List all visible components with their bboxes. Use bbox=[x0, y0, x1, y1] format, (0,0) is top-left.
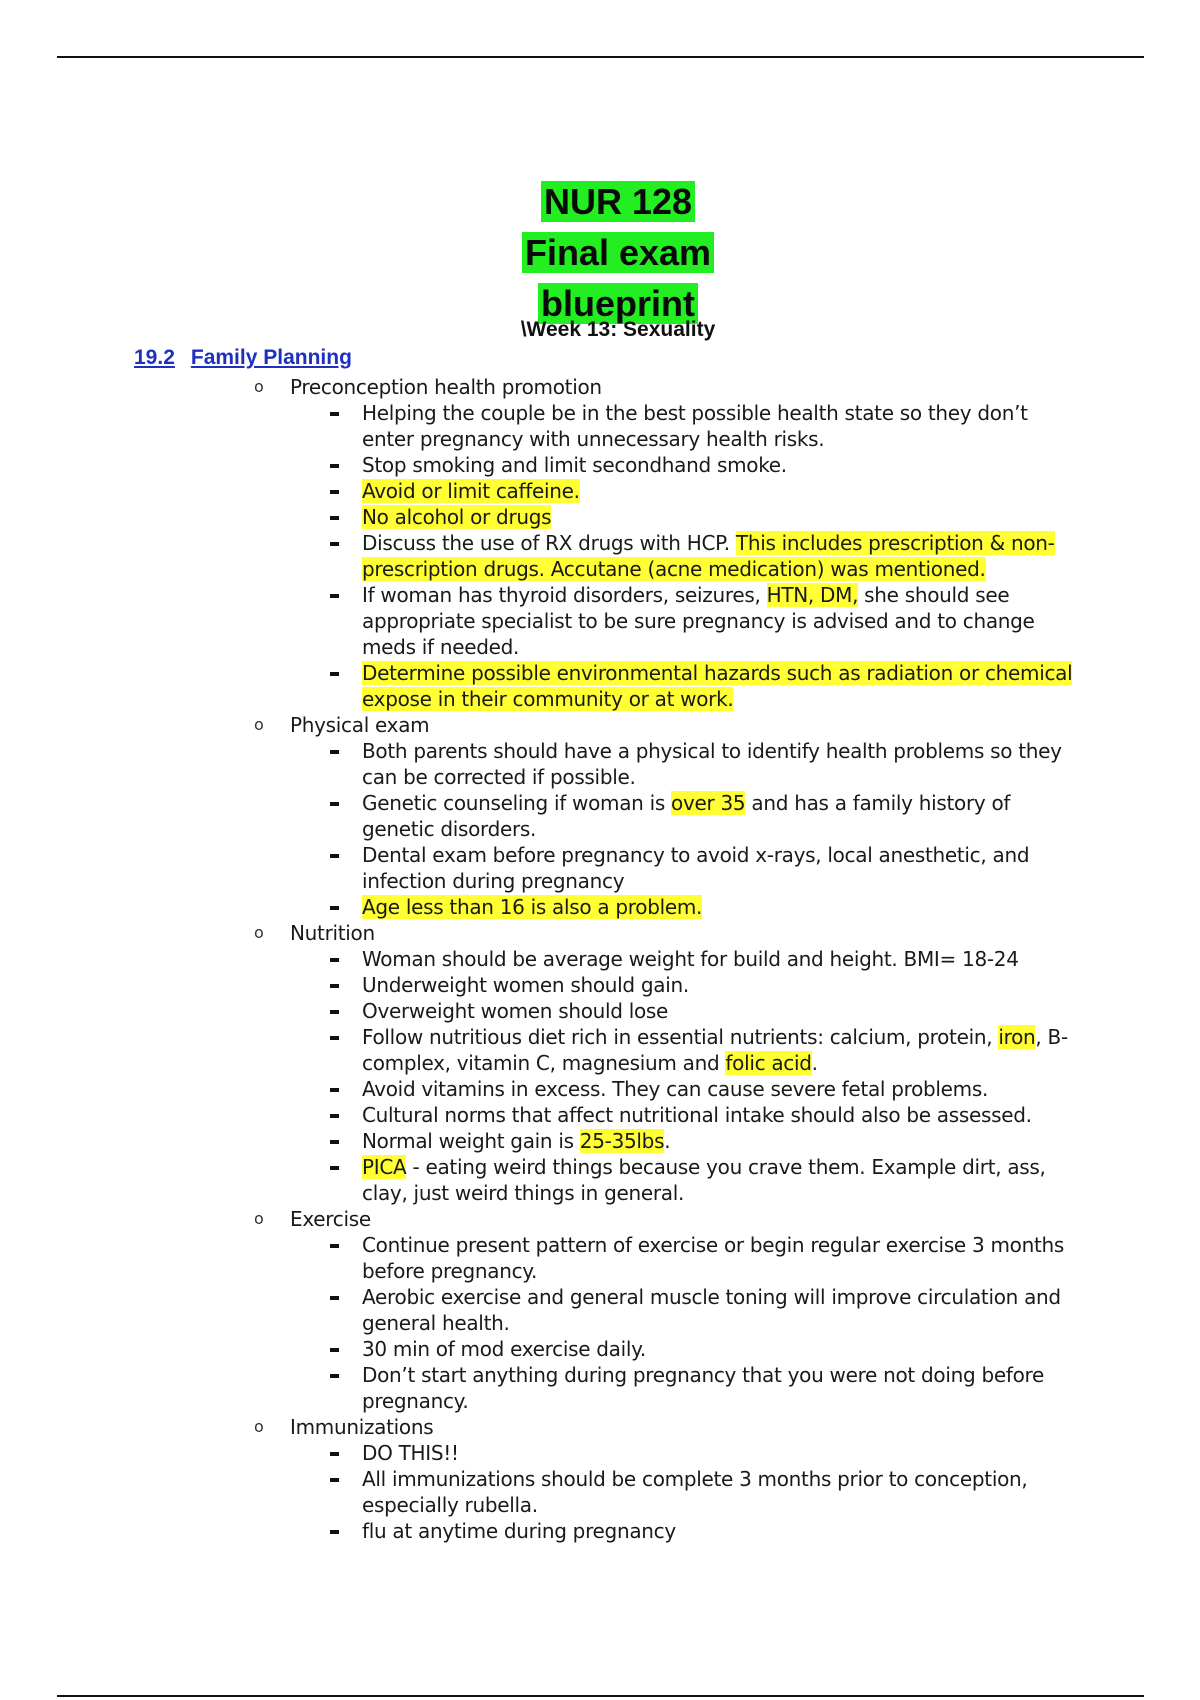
outline-heading-text: Exercise bbox=[290, 1207, 371, 1231]
outline-group-exercise bbox=[0, 1206, 1200, 1414]
bottom-rule bbox=[57, 1695, 1144, 1697]
list-item bbox=[0, 1440, 1200, 1466]
dash-bullet-icon bbox=[330, 906, 339, 910]
document-title bbox=[0, 180, 1200, 333]
list-item bbox=[0, 660, 1200, 712]
dash-bullet-icon bbox=[330, 1244, 339, 1248]
dash-bullet-icon bbox=[330, 1010, 339, 1014]
outline-group-physical-exam bbox=[0, 712, 1200, 920]
item-text: . bbox=[811, 1051, 818, 1075]
highlighted-text: PICA bbox=[362, 1155, 407, 1179]
list-item bbox=[0, 1128, 1200, 1154]
section-title: Family Planning bbox=[190, 346, 352, 369]
item-text: Dental exam before pregnancy to avoid x-rays, local anesthetic, and infection during pregnancy bbox=[362, 843, 1030, 893]
highlighted-text: Age less than 16 is also a problem. bbox=[362, 895, 703, 919]
circle-bullet-icon: o bbox=[254, 715, 264, 734]
outline-heading-text: Nutrition bbox=[290, 921, 375, 945]
list-item bbox=[0, 1336, 1200, 1362]
outline-group-preconception-health-promotion bbox=[0, 374, 1200, 712]
highlighted-text: folic acid bbox=[725, 1051, 812, 1075]
outline-group-immunizations bbox=[0, 1414, 1200, 1544]
dash-bullet-icon bbox=[330, 1296, 339, 1300]
item-text: Normal weight gain is bbox=[362, 1129, 580, 1153]
highlighted-text: over 35 bbox=[671, 791, 746, 815]
item-text: . bbox=[664, 1129, 671, 1153]
item-text: Follow nutritious diet rich in essential nutrients: calcium, protein, bbox=[362, 1025, 999, 1049]
list-item bbox=[0, 790, 1200, 842]
item-text: Stop smoking and limit secondhand smoke. bbox=[362, 453, 787, 477]
list-item bbox=[0, 1466, 1200, 1518]
list-item bbox=[0, 1102, 1200, 1128]
dash-bullet-icon bbox=[330, 1036, 339, 1040]
item-text: , B-complex, vitamin C, magnesium and bbox=[362, 1025, 1068, 1075]
item-text: Woman should be average weight for build and height. BMI= 18-24 bbox=[362, 947, 1019, 971]
circle-bullet-icon: o bbox=[254, 1417, 264, 1436]
section-heading[interactable] bbox=[134, 346, 352, 370]
highlighted-text: Avoid or limit caffeine. bbox=[362, 479, 580, 503]
item-text: and has a family history of genetic disorders. bbox=[362, 791, 1011, 841]
list-item bbox=[0, 478, 1200, 504]
item-text: Helping the couple be in the best possible health state so they don’t enter pregnancy with unnecessary health risks. bbox=[362, 401, 1028, 451]
list-item bbox=[0, 504, 1200, 530]
circle-bullet-icon: o bbox=[254, 377, 264, 396]
list-item bbox=[0, 1232, 1200, 1284]
bullet-list bbox=[0, 946, 1200, 1206]
item-text: Aerobic exercise and general muscle toning will improve circulation and general health. bbox=[362, 1285, 1061, 1335]
item-text: Avoid vitamins in excess. They can cause severe fetal problems. bbox=[362, 1077, 989, 1101]
list-item bbox=[0, 894, 1200, 920]
title-line-3: blueprint bbox=[538, 283, 698, 324]
bullet-list bbox=[0, 400, 1200, 712]
list-item bbox=[0, 946, 1200, 972]
circle-bullet-icon: o bbox=[254, 1209, 264, 1228]
highlighted-text: iron bbox=[998, 1025, 1036, 1049]
list-item bbox=[0, 400, 1200, 452]
list-item bbox=[0, 1362, 1200, 1414]
list-item bbox=[0, 530, 1200, 582]
dash-bullet-icon bbox=[330, 1166, 339, 1170]
dash-bullet-icon bbox=[330, 1114, 339, 1118]
list-item bbox=[0, 452, 1200, 478]
item-text: - eating weird things because you crave them. Example dirt, ass, clay, just weird things in general. bbox=[362, 1155, 1046, 1205]
item-text: flu at anytime during pregnancy bbox=[362, 1519, 676, 1543]
item-text: 30 min of mod exercise daily. bbox=[362, 1337, 646, 1361]
dash-bullet-icon bbox=[330, 1452, 339, 1456]
dash-bullet-icon bbox=[330, 594, 339, 598]
bullet-list bbox=[0, 1232, 1200, 1414]
dash-bullet-icon bbox=[330, 464, 339, 468]
outline-heading bbox=[0, 1414, 1200, 1440]
dash-bullet-icon bbox=[330, 672, 339, 676]
bullet-list bbox=[0, 1440, 1200, 1544]
dash-bullet-icon bbox=[330, 412, 339, 416]
title-line-1: NUR 128 bbox=[541, 181, 695, 222]
section-number: 19.2 bbox=[134, 346, 175, 369]
outline-heading bbox=[0, 712, 1200, 738]
top-rule bbox=[57, 56, 1144, 58]
dash-bullet-icon bbox=[330, 1530, 339, 1534]
item-text: Cultural norms that affect nutritional intake should also be assessed. bbox=[362, 1103, 1032, 1127]
circle-bullet-icon: o bbox=[254, 923, 264, 942]
item-text: If woman has thyroid disorders, seizures, bbox=[362, 583, 767, 607]
highlighted-text: Determine possible environmental hazards such as radiation or chemical expose in their community or at work. bbox=[362, 661, 1073, 711]
outline-heading-text: Immunizations bbox=[290, 1415, 434, 1439]
item-text: DO THIS!! bbox=[362, 1441, 459, 1465]
list-item bbox=[0, 1076, 1200, 1102]
dash-bullet-icon bbox=[330, 1478, 339, 1482]
week-subtitle: \Week 13: Sexuality bbox=[520, 318, 716, 341]
dash-bullet-icon bbox=[330, 1348, 339, 1352]
item-text: Both parents should have a physical to identify health problems so they can be corrected if possible. bbox=[362, 739, 1062, 789]
item-text: Continue present pattern of exercise or begin regular exercise 3 months before pregnancy. bbox=[362, 1233, 1065, 1283]
dash-bullet-icon bbox=[330, 490, 339, 494]
dash-bullet-icon bbox=[330, 984, 339, 988]
outline-heading bbox=[0, 1206, 1200, 1232]
dash-bullet-icon bbox=[330, 958, 339, 962]
list-item bbox=[0, 998, 1200, 1024]
list-item bbox=[0, 1154, 1200, 1206]
list-item bbox=[0, 1024, 1200, 1076]
title-line-2: Final exam bbox=[522, 232, 714, 273]
dash-bullet-icon bbox=[330, 542, 339, 546]
bullet-list bbox=[0, 738, 1200, 920]
outline-heading bbox=[0, 920, 1200, 946]
list-item bbox=[0, 738, 1200, 790]
dash-bullet-icon bbox=[330, 854, 339, 858]
item-text: Underweight women should gain. bbox=[362, 973, 689, 997]
dash-bullet-icon bbox=[330, 1374, 339, 1378]
highlighted-text: HTN, DM, bbox=[766, 583, 859, 607]
outline-heading-text: Preconception health promotion bbox=[290, 375, 602, 399]
list-item bbox=[0, 582, 1200, 660]
outline-heading-text: Physical exam bbox=[290, 713, 430, 737]
item-text: Don’t start anything during pregnancy that you were not doing before pregnancy. bbox=[362, 1363, 1045, 1413]
dash-bullet-icon bbox=[330, 1140, 339, 1144]
outline-heading bbox=[0, 374, 1200, 400]
notes-outline bbox=[0, 374, 1200, 1544]
dash-bullet-icon bbox=[330, 516, 339, 520]
highlighted-text: 25-35lbs bbox=[579, 1129, 665, 1153]
highlighted-text: This includes prescription & non-prescription drugs. Accutane (acne medication) was mentioned. bbox=[362, 531, 1055, 581]
item-text: Discuss the use of RX drugs with HCP. bbox=[362, 531, 736, 555]
list-item bbox=[0, 842, 1200, 894]
item-text: Genetic counseling if woman is bbox=[362, 791, 672, 815]
list-item bbox=[0, 1284, 1200, 1336]
outline-group-nutrition bbox=[0, 920, 1200, 1206]
dash-bullet-icon bbox=[330, 1088, 339, 1092]
list-item bbox=[0, 1518, 1200, 1544]
item-text: All immunizations should be complete 3 months prior to conception, especially rubella. bbox=[362, 1467, 1028, 1517]
highlighted-text: No alcohol or drugs bbox=[362, 505, 552, 529]
item-text: Overweight women should lose bbox=[362, 999, 669, 1023]
dash-bullet-icon bbox=[330, 802, 339, 806]
dash-bullet-icon bbox=[330, 750, 339, 754]
list-item bbox=[0, 972, 1200, 998]
item-text: she should see appropriate specialist to be sure pregnancy is advised and to change meds if needed. bbox=[362, 583, 1035, 659]
